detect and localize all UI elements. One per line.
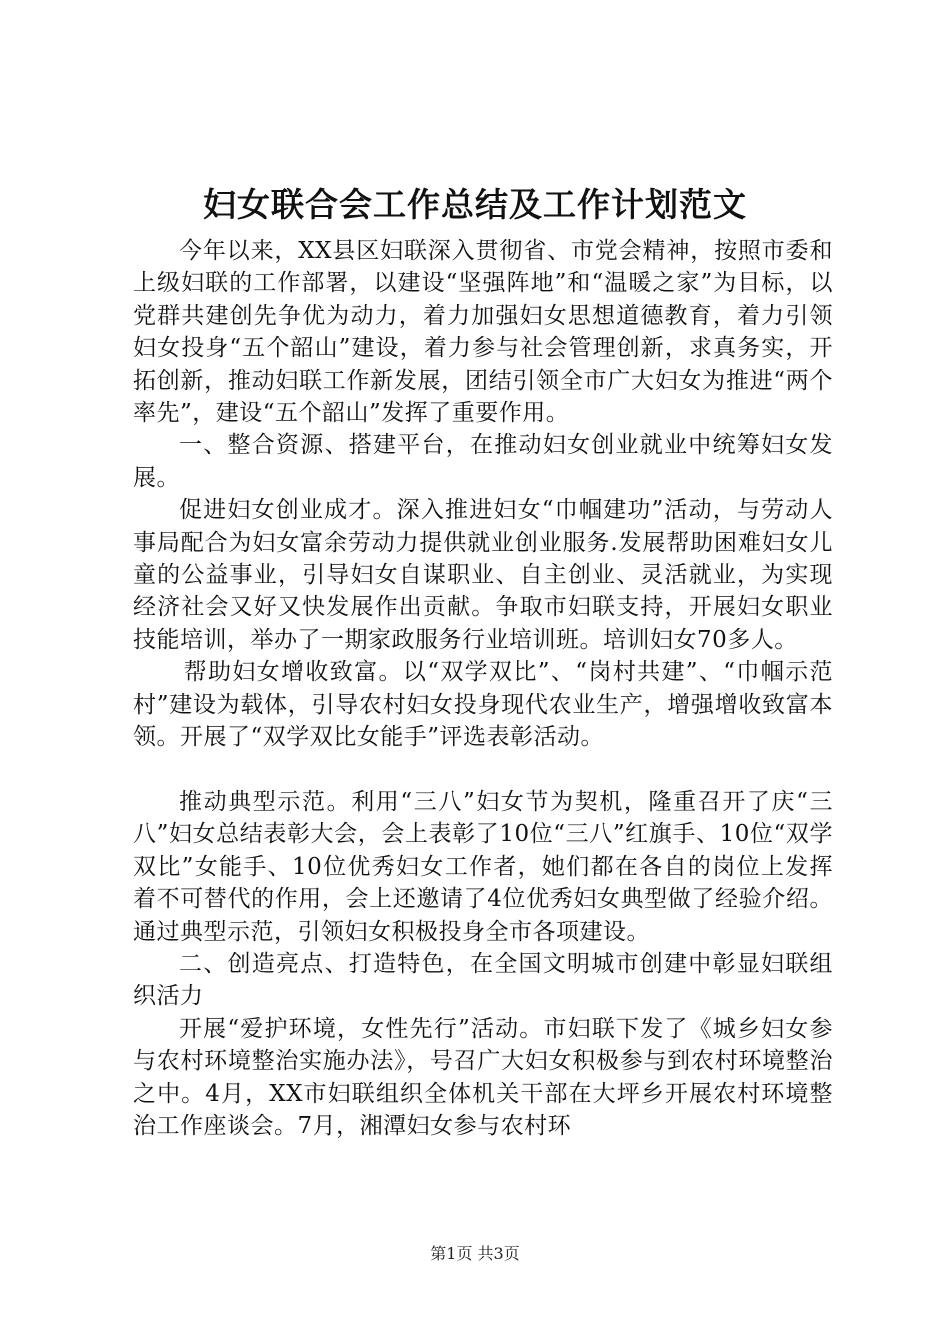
paragraph-income: 帮助妇女增收致富。以“双学双比”、“岗村共建”、“巾帼示范村”建设为载体，引导农村妇女投身现代农业生产，增强增收致富本领。开展了“双学双比女能手”评选表彰活动。 bbox=[133, 659, 833, 751]
paragraph-environment: 开展“爱护环境，女性先行”活动。市妇联下发了《城乡妇女参与农村环境整治实施办法》，号召广大妇女积极参与到农村环境整治之中。4月，XX市妇联组织全体机关干部在大坪乡开展农村环境整治工作座谈会。7月，湘潭妇女参与农村环 bbox=[133, 1015, 833, 1139]
document-body bbox=[133, 235, 833, 1142]
section-heading-2: 二、创造亮点、打造特色，在全国文明城市创建中彰显妇联组织活力 bbox=[133, 950, 833, 1010]
document-title: 妇女联合会工作总结及工作计划范文 bbox=[203, 185, 747, 224]
page-footer: 第1页 共3页 bbox=[430, 1244, 520, 1263]
paragraph-role-models: 推动典型示范。利用“三八”妇女节为契机，隆重召开了庆“三八”妇女总结表彰大会，会上表彰了10位“三八”红旗手、10位“双学双比”女能手、10位优秀妇女工作者，她们都在各自的岗位上发挥着不可替代的作用，会上还邀请了4位优秀妇女典型做了经验介绍。通过典型示范，引领妇女积极投身全市各项建设。 bbox=[133, 788, 833, 945]
paragraph-entrepreneurship: 促进妇女创业成才。深入推进妇女“巾帼建功”活动，与劳动人事局配合为妇女富余劳动力提供就业创业服务.发展帮助困难妇女儿童的公益事业，引导妇女自谋职业、自主创业、灵活就业，为实现经济社会又好又快发展作出贡献。争取市妇联支持，开展妇女职业技能培训，举办了一期家政服务行业培训班。培训妇女70多人。 bbox=[133, 497, 833, 653]
paragraph-intro: 今年以来，XX县区妇联深入贯彻省、市党会精神，按照市委和上级妇联的工作部署，以建设“坚强阵地”和“温暖之家”为目标，以党群共建创先争优为动力，着力加强妇女思想道德教育，着力引领妇女投身“五个韶山”建设，着力参与社会管理创新，求真务实，开拓创新，推动妇联工作新发展，团结引领全市广大妇女为推进“两个率先”，建设“五个韶山”发挥了重要作用。 bbox=[133, 238, 833, 427]
section-heading-1: 一、整合资源、搭建平台，在推动妇女创业就业中统筹妇女发展。 bbox=[133, 432, 833, 491]
